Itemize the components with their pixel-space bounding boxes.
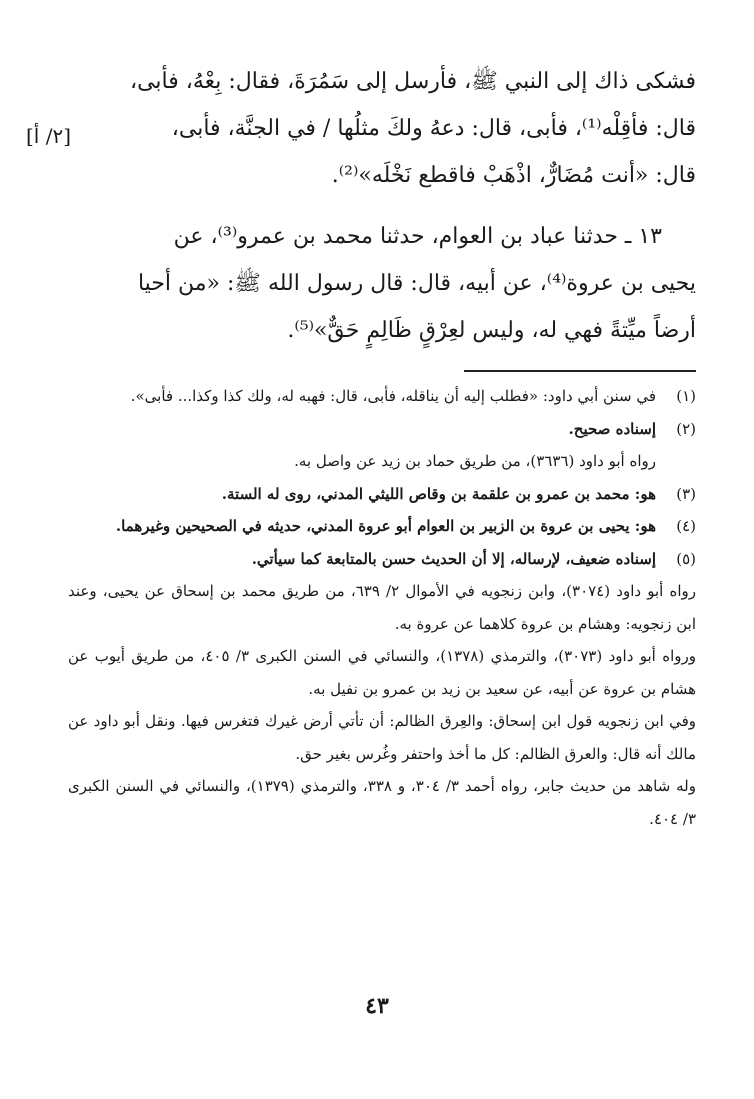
footnote-text: هو: يحيى بن عروة بن الزبير بن العوام أبو عروة المدني، حديثه في الصحيحين وغيرهما. [115, 517, 656, 535]
footnote-verdict: إسناده صحيح. [568, 419, 656, 438]
main-line-6: أرضاً ميِّتةً فهي له، وليس لعِرْقٍ ظَالِمٍ حَقٌّ»⁽⁵⁾. [287, 318, 696, 343]
page-number: ٤٣ [365, 993, 389, 1019]
footnote-text: هو: محمد بن عمرو بن علقمة بن وقاص الليثي المدني، روى له الستة. [221, 484, 656, 503]
main-line-5: يحيى بن عروة⁽⁴⁾، عن أبيه، قال: قال رسول الله ﷺ: «من أحيا [137, 271, 696, 296]
footnote-text: في سنن أبي داود: «فطلب إليه أن يناقله، فأبى، قال: فهبه له، ولك كذا وكذا... فأبى». [130, 387, 656, 405]
footnote-number: (٣) [676, 484, 696, 503]
footnote-number: (٥) [676, 549, 696, 568]
paragraph-hadith-13 [68, 213, 696, 354]
page-body [26, 58, 697, 1058]
footnote-3 [68, 478, 696, 511]
footnote-verdict: إسناده ضعيف، لإرساله، إلا أن الحديث حسن بالمتابعة كما سيأتي. [251, 549, 656, 568]
footnote-5-source-1: رواه أبو داود (٣٠٧٤)، وابن زنجويه في الأموال ٢/ ٦٣٩، من طريق محمد بن إسحاق عن يحيى، وعند ابن زنجويه: وهشام بن عروة كلاهما عن عروة به. [68, 582, 696, 633]
footnote-5-source-2: ورواه أبو داود (٣٠٧٣)، والترمذي (١٣٧٨)، والنسائي في السنن الكبرى ٣/ ٤٠٥، من طريق أيوب عن هشام بن عروة عن أبيه، عن سعيد بن زيد بن عمرو بن نفيل به. [68, 647, 697, 698]
footnote-2 [68, 413, 696, 478]
main-text [68, 58, 696, 354]
footnote-number: (٢) [676, 419, 696, 438]
footnote-number: (١) [676, 387, 696, 405]
main-line-4: ١٣ ـ حدثنا عباد بن العوام، حدثنا محمد بن عمرو⁽³⁾، عن [173, 224, 662, 249]
footnote-5-witness: وله شاهد من حديث جابر، رواه أحمد ٣/ ٣٠٤، و ٣٣٨، والترمذي (١٣٧٩)، والنسائي في السنن الكبرى ٣/ ٤٠٤. [68, 777, 696, 828]
paragraph-hadith-12-end [68, 58, 696, 199]
footnote-5 [68, 543, 696, 576]
main-line-2: قال: فأقِلْه⁽¹⁾، فأبى، قال: دعهُ ولكَ مثلُها / في الجنَّة، فأبى، [171, 116, 696, 141]
footnote-1 [68, 380, 696, 413]
footnote-4 [68, 510, 696, 543]
main-line-1: فشكى ذاك إلى النبي ﷺ، فأرسل إلى سَمُرَةَ، فقال: بِعْهُ، فأبى، [129, 69, 696, 94]
footnote-number: (٤) [676, 517, 696, 535]
footnote-5-definition: وفي ابن زنجويه قول ابن إسحاق: والعِرق الظالم: أن تأتي أرض غيرك فتغرس فيها. ونقل أبو داود عن مالك أنه قال: والعرق الظالم: كل ما أخذ واحتفر وغُرس بغير حق. [68, 712, 696, 763]
footnote-divider [464, 370, 696, 372]
footnotes [68, 380, 696, 835]
manuscript-folio-reference: [٢/ أ] [26, 124, 72, 148]
footnote-text: رواه أبو داود (٣٦٣٦)، من طريق حماد بن زيد عن واصل به. [294, 452, 656, 470]
main-line-3: قال: «أنت مُضَارٌّ، اذْهَبْ فاقطع نَخْلَه»⁽²⁾. [331, 163, 696, 188]
